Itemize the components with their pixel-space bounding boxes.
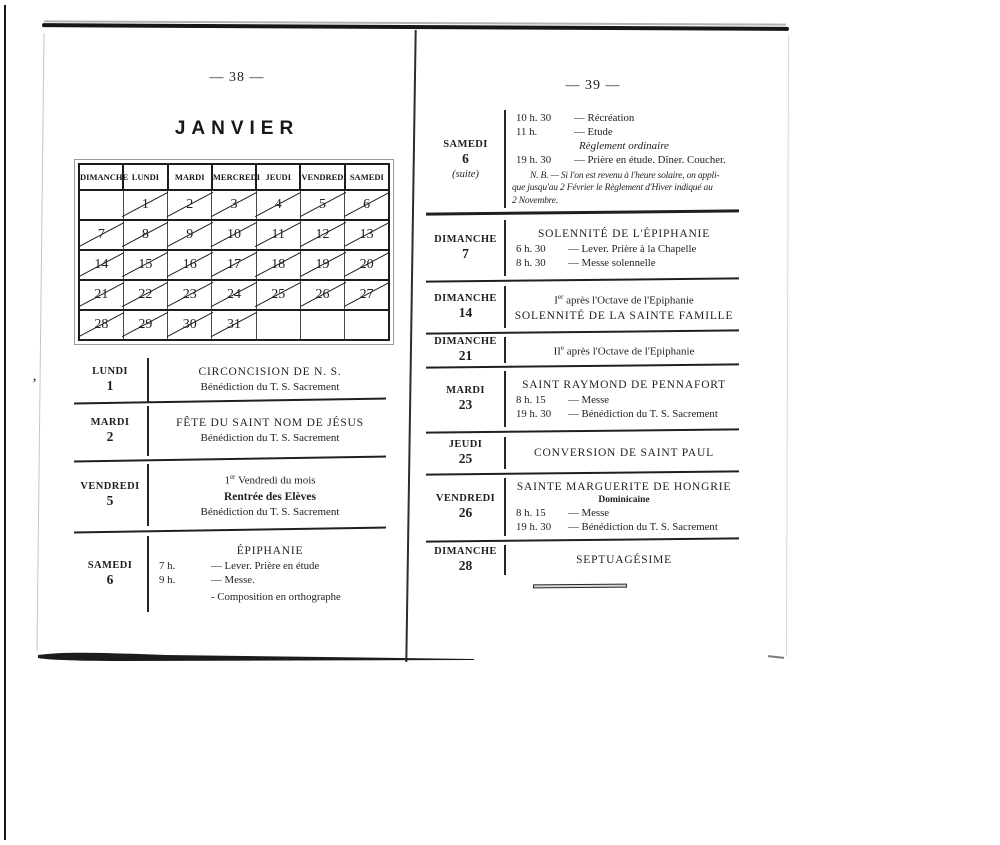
calendar-day-cell: 31 — [212, 310, 256, 340]
entry-day-column — [427, 371, 504, 427]
schedule-row — [512, 256, 736, 270]
entry-separator — [74, 456, 386, 463]
calendar-day-cell: 13 — [345, 220, 389, 250]
ordinal-sup: er — [557, 293, 564, 302]
entry-separator — [426, 537, 739, 542]
day-suite-label: (suite) — [452, 168, 479, 180]
calendar-day-cell — [256, 310, 300, 340]
calendar-week-row — [79, 250, 389, 280]
day-number: 23 — [458, 397, 473, 412]
schedule-time: 11 h. — [516, 125, 538, 138]
schedule-time: 8 h. 30 — [516, 256, 546, 269]
day-number: 21 — [458, 348, 473, 363]
day-label: DIMANCHE — [434, 546, 497, 557]
schedule-row — [512, 111, 736, 125]
schedule-text: — Récréation — [574, 111, 635, 124]
day-number: 28 — [458, 558, 473, 573]
calendar-day-cell: 25 — [256, 280, 300, 310]
ordinal-base: I — [554, 294, 558, 307]
ordinal-sup: er — [229, 473, 236, 482]
calendar-day-cell: 30 — [168, 310, 212, 340]
page-bottom-edge — [36, 650, 476, 669]
entry-line — [155, 470, 385, 489]
entry-separator — [426, 329, 739, 334]
entry-day-column — [73, 358, 147, 402]
right-page-edge — [786, 35, 789, 657]
calendar-day-cell: 17 — [212, 250, 256, 280]
calendar-day-cell: 11 — [256, 220, 300, 250]
entry-dimanche-28 — [427, 545, 740, 575]
calendar-header-cell: SAMEDI — [345, 164, 389, 190]
entry-line: Bénédiction du T. S. Sacrement — [200, 432, 340, 444]
day-label: LUNDI — [92, 366, 128, 377]
nota-bene-line: 2 Novembre. — [512, 195, 558, 206]
schedule-time: 9 h. — [159, 574, 176, 586]
calendar-day-cell — [345, 310, 389, 340]
schedule-time: 7 h. — [159, 560, 176, 572]
calendar-header-cell: MERCREDI — [212, 164, 256, 190]
schedule-row — [512, 153, 736, 167]
calendar-day-cell: 8 — [123, 220, 167, 250]
entry-separator — [426, 209, 739, 215]
entry-content — [504, 110, 740, 208]
schedule-row — [155, 573, 385, 587]
scan-mark: ’ — [32, 376, 37, 392]
day-label: JEUDI — [448, 439, 483, 450]
calendar-day-cell: 23 — [168, 280, 212, 310]
entry-content — [504, 220, 740, 276]
schedule-text: - Composition en orthographe — [211, 591, 341, 603]
calendar-day-cell: 21 — [79, 280, 123, 310]
calendar-day-cell: 18 — [256, 250, 300, 280]
entry-title: CONVERSION DE SAINT PAUL — [534, 446, 714, 459]
entry-title: SEPTUAGÉSIME — [576, 553, 672, 566]
entry-content — [504, 478, 740, 536]
day-label: DIMANCHE — [434, 336, 497, 347]
ordinal-rest: après l'Octave de l'Epiphanie — [563, 294, 694, 307]
entry-separator — [426, 277, 739, 282]
entry-title: ÉPIPHANIE — [236, 545, 304, 557]
entry-lundi-1 — [73, 358, 389, 402]
entry-subtitle: Dominicaine — [598, 495, 650, 505]
calendar-day-cell — [79, 190, 123, 220]
calendar-header-cell: MARDI — [168, 164, 212, 190]
calendar-day-cell: 19 — [300, 250, 344, 280]
calendar-day-cell: 4 — [256, 190, 300, 220]
calendar-header-cell: VENDREDI — [300, 164, 344, 190]
day-number: 6 — [462, 150, 469, 166]
day-number: 1 — [106, 378, 114, 393]
calendar-header-cell: JEUDI — [256, 164, 300, 190]
schedule-time: 8 h. 15 — [516, 507, 546, 519]
entry-content — [504, 337, 740, 363]
day-label: SAMEDI — [87, 560, 133, 571]
entry-day-column — [427, 478, 504, 536]
entry-day-column — [427, 437, 504, 469]
scan-edge-line — [4, 5, 6, 840]
schedule-row — [512, 125, 736, 139]
nota-bene-line: N. B. — Si l'on est revenu à l'heure solaire, on appli- — [530, 170, 720, 181]
scan-speck — [768, 655, 784, 659]
entry-mardi-23 — [427, 371, 740, 427]
day-number: 7 — [462, 246, 469, 261]
schedule-time: 10 h. 30 — [516, 111, 552, 124]
day-label: SAMEDI — [443, 138, 488, 150]
schedule-row — [512, 393, 736, 407]
entry-day-column — [73, 464, 147, 526]
schedule-row — [155, 590, 385, 604]
entry-content — [147, 464, 389, 526]
ordinal-base: II — [553, 345, 561, 358]
schedule-text: — Lever. Prière en étude — [211, 560, 320, 572]
schedule-text: — Etude — [574, 125, 613, 138]
schedule-time: 6 h. 30 — [516, 242, 546, 255]
left-page-edge — [36, 33, 44, 651]
entry-content — [504, 286, 740, 328]
entry-dimanche-21 — [427, 337, 740, 363]
day-label: DIMANCHE — [434, 293, 497, 304]
day-label: MARDI — [90, 417, 130, 428]
reglement-note: Règlement ordinaire — [579, 139, 669, 152]
calendar-day-cell: 2 — [168, 190, 212, 220]
day-label: VENDREDI — [80, 481, 140, 492]
schedule-time — [159, 590, 211, 604]
entry-day-column — [427, 286, 504, 328]
calendar-day-cell: 1 — [123, 190, 167, 220]
calendar-table — [78, 163, 390, 341]
day-label: MARDI — [446, 385, 485, 396]
entry-separator — [426, 363, 739, 368]
entry-separator — [426, 428, 739, 433]
calendar-day-cell: 12 — [300, 220, 344, 250]
calendar-day-cell: 9 — [168, 220, 212, 250]
entry-day-column — [427, 220, 504, 276]
calendar-day-cell: 26 — [300, 280, 344, 310]
day-number: 25 — [458, 451, 473, 466]
calendar-day-cell: 3 — [212, 190, 256, 220]
schedule-row — [155, 559, 385, 573]
entry-title: SOLENNITÉ DE LA SAINTE FAMILLE — [514, 309, 734, 322]
calendar-day-cell: 10 — [212, 220, 256, 250]
schedule-row — [512, 520, 736, 534]
entry-title: SAINT RAYMOND DE PENNAFORT — [522, 378, 726, 391]
calendar-day-cell: 24 — [212, 280, 256, 310]
schedule-text: — Bénédiction du T. S. Sacrement — [568, 521, 718, 533]
schedule-row — [512, 407, 736, 421]
entry-day-column — [427, 110, 504, 208]
entry-mardi-2 — [73, 406, 389, 456]
entry-day-column — [427, 337, 504, 363]
entry-line — [512, 341, 736, 360]
schedule-text: — Messe solennelle — [568, 256, 656, 269]
entry-title: SOLENNITÉ DE L'ÉPIPHANIE — [537, 227, 711, 240]
page-number-38: — 38 — — [209, 70, 265, 85]
section-end-rule — [533, 584, 627, 589]
entry-content — [147, 358, 389, 402]
day-label: VENDREDI — [435, 493, 496, 504]
day-label: DIMANCHE — [434, 234, 497, 245]
entry-line: Bénédiction du T. S. Sacrement — [200, 381, 340, 393]
calendar-header-cell: DIMANCHE — [79, 164, 123, 190]
calendar-week-row — [79, 310, 389, 340]
calendar-day-cell: 29 — [123, 310, 167, 340]
calendar-day-cell: 16 — [168, 250, 212, 280]
calendar-header-row — [79, 164, 389, 190]
ordinal-rest: après l'Octave de l'Epiphanie — [564, 345, 695, 358]
day-number: 6 — [106, 572, 114, 587]
entry-title: FÊTE DU SAINT NOM DE JÉSUS — [176, 417, 364, 429]
schedule-time: 8 h. 15 — [516, 393, 546, 406]
entry-content — [504, 371, 740, 427]
schedule-row — [512, 242, 736, 256]
schedule-text: — Lever. Prière à la Chapelle — [568, 242, 697, 255]
ordinal-rest: Vendredi du mois — [235, 474, 316, 487]
ordinal-sup: e — [560, 343, 564, 352]
entry-line: Bénédiction du T. S. Sacrement — [200, 505, 340, 518]
schedule-row — [512, 506, 736, 520]
entry-day-column — [427, 545, 504, 575]
schedule-time: 19 h. 30 — [516, 521, 552, 533]
ordinal-base: 1 — [224, 474, 230, 487]
entry-separator — [74, 527, 386, 534]
schedule-text: — Messe. — [211, 574, 255, 586]
calendar-day-cell: 28 — [79, 310, 123, 340]
calendar-header-cell: LUNDI — [123, 164, 167, 190]
entry-day-column — [73, 406, 147, 456]
calendar-week-row — [79, 220, 389, 250]
calendar-day-cell: 22 — [123, 280, 167, 310]
schedule-text: — Messe — [568, 507, 610, 519]
schedule-text: — Bénédiction du T. S. Sacrement — [568, 407, 718, 420]
calendar-day-cell: 20 — [345, 250, 389, 280]
calendar-week-row — [79, 280, 389, 310]
calendar-day-cell: 5 — [300, 190, 344, 220]
entry-dimanche-7 — [427, 220, 740, 276]
entry-content — [147, 406, 389, 456]
entry-content — [147, 536, 389, 612]
month-title: JANVIER — [174, 118, 300, 139]
calendar-day-cell: 6 — [345, 190, 389, 220]
calendar-day-cell: 14 — [79, 250, 123, 280]
schedule-time: 19 h. 30 — [516, 407, 552, 420]
entry-content — [504, 545, 740, 575]
calendar-day-cell: 15 — [123, 250, 167, 280]
schedule-text: — Messe — [568, 393, 610, 406]
entry-dimanche-14 — [427, 286, 740, 328]
calendar-day-cell: 7 — [79, 220, 123, 250]
entry-bold-line: Rentrée des Elèves — [224, 490, 316, 503]
day-number: 5 — [106, 493, 114, 508]
day-number: 26 — [458, 505, 473, 520]
entry-vendredi-26 — [427, 478, 740, 536]
schedule-text: — Prière en étude. Dîner. Coucher. — [574, 153, 726, 166]
schedule-time: 19 h. 30 — [516, 153, 552, 166]
entry-content — [504, 437, 740, 469]
entry-samedi-6 — [73, 536, 389, 612]
day-number: 2 — [106, 429, 114, 444]
calendar-day-cell: 27 — [345, 280, 389, 310]
entry-jeudi-25 — [427, 437, 740, 469]
calendar-week-row — [79, 190, 389, 220]
entry-title: CIRCONCISION DE N. S. — [198, 366, 342, 378]
calendar-day-cell — [300, 310, 344, 340]
entry-separator — [426, 470, 739, 475]
entry-samedi-6-suite — [427, 110, 740, 208]
nota-bene-line: que jusqu'au 2 Février le Règlement d'Hiver indiqué au — [512, 183, 713, 194]
entry-title: SAINTE MARGUERITE DE HONGRIE — [516, 481, 732, 493]
day-number: 14 — [458, 305, 473, 320]
book-gutter — [405, 30, 416, 662]
page-number-39: — 39 — — [565, 78, 621, 93]
entry-day-column — [73, 536, 147, 612]
entry-vendredi-5 — [73, 464, 389, 526]
entry-line — [512, 290, 736, 309]
